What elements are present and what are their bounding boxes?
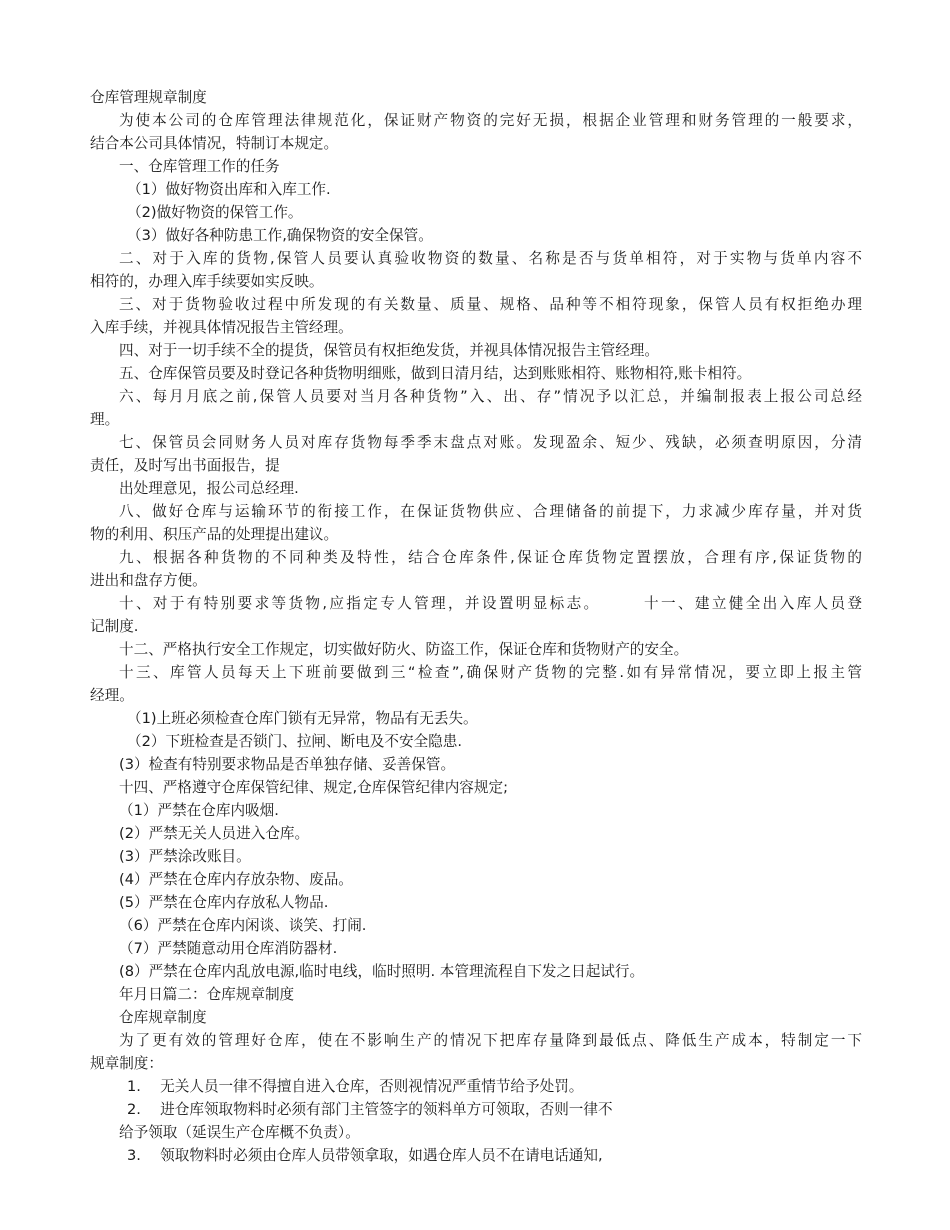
text-line: （3）做好各种防患工作,确保物资的安全保管。: [127, 227, 433, 244]
text-line: 3. 领取物料时必须由仓库人员带领拿取，如遇仓库人员不在请电话通知,: [127, 1147, 603, 1164]
text-line: （1）做好物资出库和入库工作.: [127, 181, 331, 198]
text-line: (3）严禁涂改账目。: [119, 848, 251, 865]
text-line: 七、保管员会同财务人员对库存货物每季季末盘点对账。发现盈余、短少、残缺，必须查明原因，分清: [119, 434, 862, 451]
text-line: 出处理意见，报公司总经理.: [119, 480, 299, 497]
text-line: 仓库规章制度: [119, 1009, 207, 1026]
text-line: 为了更有效的管理好仓库，使在不影响生产的情况下把库存量降到最低点、降低生产成本，特制定一下: [119, 1032, 862, 1049]
text-line: 十四、严格遵守仓库保管纪律、规定,仓库保管纪律内容规定;: [119, 779, 508, 796]
text-line: 十、对于有特别要求等货物,应指定专人管理，并设置明显标志。 十一、建立健全出入库人员登: [119, 595, 862, 612]
text-line: 二、对于入库的货物,保管人员要认真验收物资的数量、名称是否与货单相符，对于实物与货单内容不: [119, 250, 862, 267]
text-line: （2)做好物资的保管工作。: [127, 204, 303, 221]
text-line: 十三、库管人员每天上下班前要做到三“检查”,确保财产货物的完整.如有异常情况，要立即上报主管: [119, 664, 862, 681]
text-line: 四、对于一切手续不全的提货，保管员有权拒绝发货，并视具体情况报告主管经理。: [119, 342, 659, 359]
text-line: 为使本公司的仓库管理法律规范化，保证财产物资的完好无损，根据企业管理和财务管理的一般要求，: [119, 112, 862, 129]
text-line: 1. 无关人员一律不得擅自进入仓库，否则视情况严重情节给予处罚。: [127, 1078, 584, 1095]
text-line: 结合本公司具体情况，特制订本规定。: [90, 135, 339, 152]
text-line: （2）下班检查是否锁门、拉闸、断电及不安全隐患.: [127, 733, 462, 750]
text-line: 入库手续，并视具体情况报告主管经理。: [90, 319, 353, 336]
text-line: 仓库管理规章制度: [90, 89, 207, 106]
text-line: 责任，及时写出书面报告，提: [90, 457, 280, 474]
text-line: (4）严禁在仓库内存放杂物、废品。: [119, 871, 353, 888]
text-line: 十二、严格执行安全工作规定，切实做好防火、防盗工作，保证仓库和货物财产的安全。: [119, 641, 689, 658]
text-line: 五、仓库保管员要及时登记各种货物明细账，做到日清月结，达到账账相符、账物相符,账卡相符。: [119, 365, 752, 382]
text-line: 理。: [90, 411, 120, 428]
text-line: 相符的，办理入库手续要如实反映。: [90, 273, 324, 290]
text-line: （7）严禁随意动用仓库消防器材.: [119, 940, 338, 957]
text-line: 给予领取（延误生产仓库概不负责）。: [119, 1124, 360, 1141]
document-page: [90, 86, 862, 1167]
text-line: 经理。: [90, 687, 134, 704]
text-line: 进出和盘存方便。: [90, 572, 207, 589]
text-line: 三、对于货物验收过程中所发现的有关数量、质量、规格、品种等不相符现象，保管人员有权拒绝办理: [119, 296, 862, 313]
text-line: 六、每月月底之前,保管人员要对当月各种货物”入、出、存”情况予以汇总，并编制报表上报公司总经: [119, 388, 862, 405]
text-line: （1）严禁在仓库内吸烟.: [119, 802, 279, 819]
text-line: (5）严禁在仓库内存放私人物品.: [119, 894, 329, 911]
text-line: （6）严禁在仓库内闲谈、谈笑、打闹.: [119, 917, 367, 934]
text-line: (2）严禁无关人员进入仓库。: [119, 825, 310, 842]
text-line: 一、仓库管理工作的任务: [119, 158, 280, 175]
text-line: (8）严禁在仓库内乱放电源,临时电线，临时照明. 本管理流程自下发之日起试行。: [119, 963, 645, 980]
text-line: 年月日篇二：仓库规章制度: [119, 986, 295, 1003]
text-line: （1)上班必须检查仓库门锁有无异常，物品有无丢失。: [127, 710, 478, 727]
text-line: (3）检查有特别要求物品是否单独存储、妥善保管。: [119, 756, 456, 773]
text-line: 八、做好仓库与运输环节的衔接工作，在保证货物供应、合理储备的前提下，力求减少库存量，并对货: [119, 503, 862, 520]
text-line: 九、根据各种货物的不同种类及特性，结合仓库条件,保证仓库货物定置摆放，合理有序,保证货物的: [119, 549, 862, 566]
text-line: 物的利用、积压产品的处理提出建议。: [90, 526, 339, 543]
text-line: 2. 进仓库领取物料时必须有部门主管签字的领料单方可领取，否则一律不: [127, 1101, 613, 1118]
text-line: 规章制度：: [90, 1055, 163, 1072]
text-line: 记制度.: [90, 618, 139, 635]
